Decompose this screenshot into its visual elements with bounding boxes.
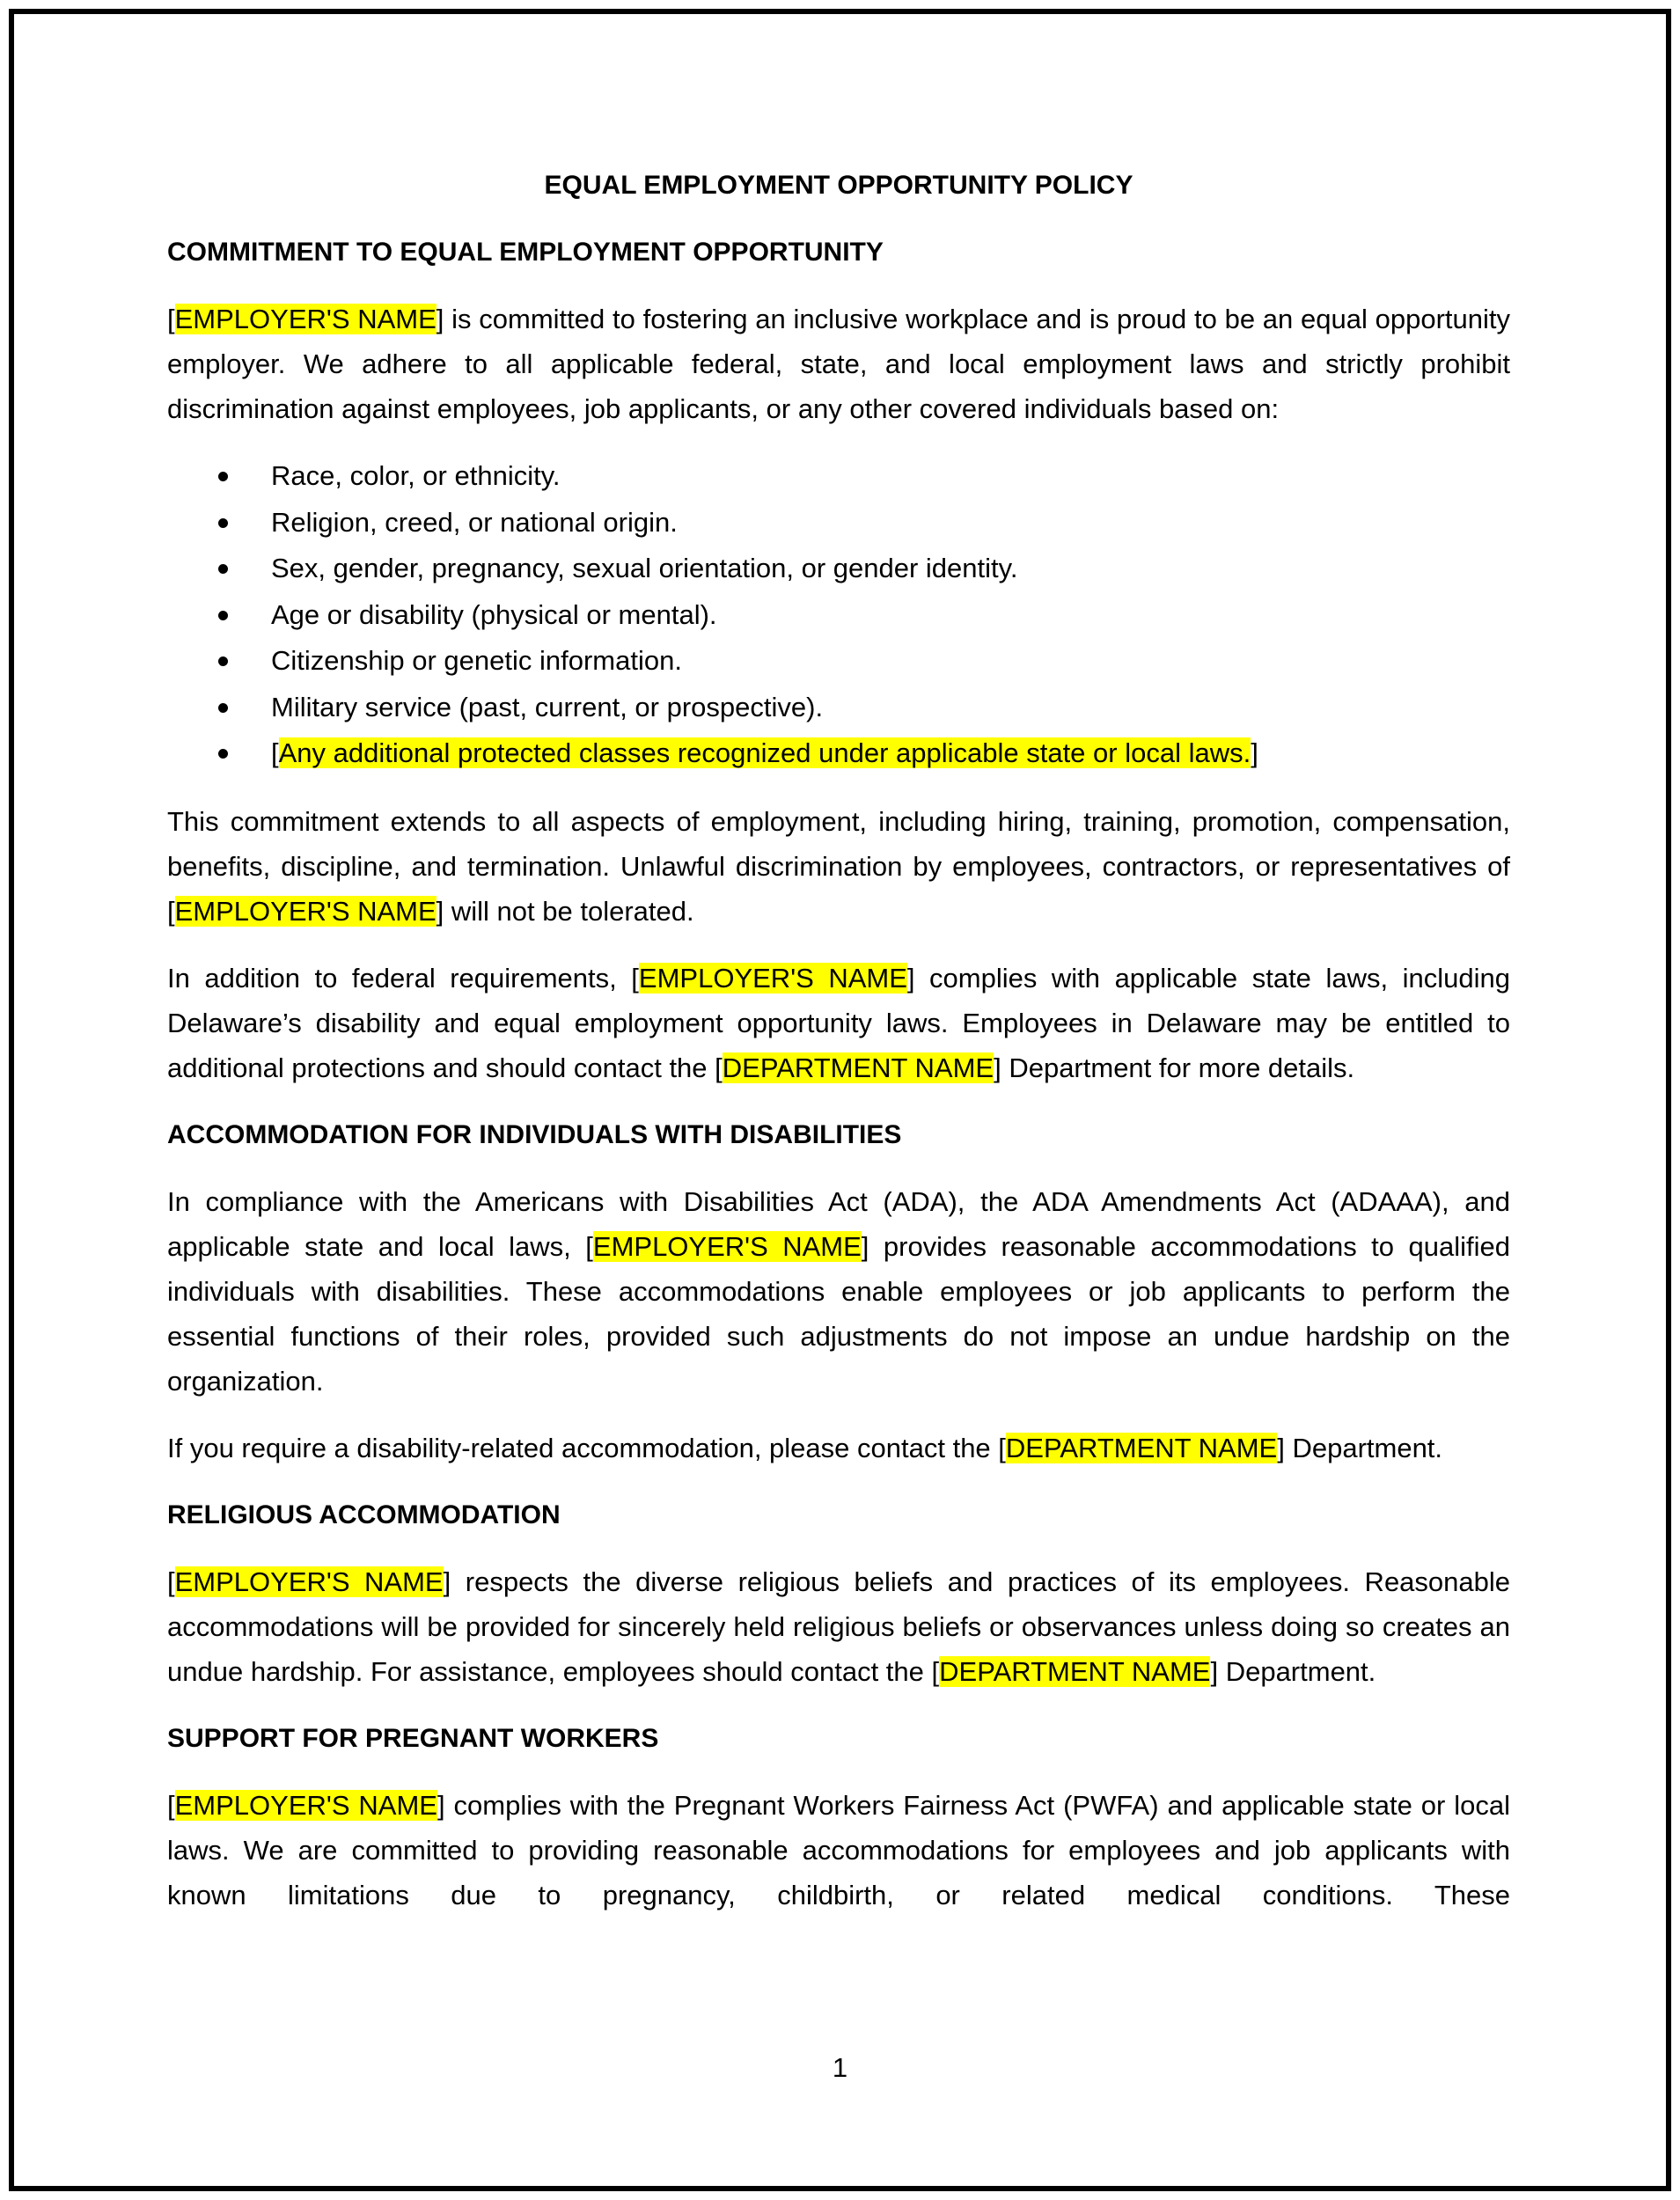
- page-number: 1: [832, 2052, 848, 2083]
- document-body: [167, 163, 1510, 1940]
- list-item-text: Race, color, or ethnicity.: [271, 460, 561, 491]
- bullet-icon: [218, 611, 228, 620]
- list-item: [167, 453, 1510, 500]
- employer-name-placeholder: EMPLOYER'S NAME: [174, 1789, 437, 1821]
- protected-classes-list: [167, 453, 1510, 777]
- paragraph-text: If you require a disability-related accommodation, please contact the [: [167, 1432, 1006, 1463]
- list-item: [167, 592, 1510, 639]
- employer-name-placeholder: EMPLOYER'S NAME: [638, 962, 907, 994]
- bullet-icon: [218, 472, 228, 481]
- document-title: EQUAL EMPLOYMENT OPPORTUNITY POLICY: [544, 171, 1133, 200]
- employer-name-placeholder: EMPLOYER'S NAME: [174, 895, 437, 927]
- paragraph-text-end: ] provides reasonable accommodations to qualified individuals with disabilities. These accommodations enable employees or job applicants to perform the essential functions of their roles, provided such adjustments do not impose an undue hardship on the organization.: [167, 1230, 1510, 1397]
- list-item-text: Military service (past, current, or prospective).: [271, 691, 824, 722]
- bullet-icon: [218, 703, 228, 713]
- heading-commitment: COMMITMENT TO EQUAL EMPLOYMENT OPPORTUNITY: [167, 238, 884, 267]
- heading-religious: RELIGIOUS ACCOMMODATION: [167, 1500, 561, 1529]
- paragraph-text: In compliance with the Americans with Disabilities Act (ADA), the ADA Amendments Act (ADAAA), and applicable state and local laws, [: [167, 1185, 1510, 1262]
- bracket-open: [: [271, 737, 279, 768]
- paragraph-text: This commitment extends to all aspects of employment, including hiring, training, promotion, compensation, benefits, discipline, and termination. Unlawful discrimination by employees, contractors, or representatives of [: [167, 805, 1510, 927]
- list-item: [167, 685, 1510, 731]
- bullet-icon: [218, 749, 228, 759]
- paragraph-text: ] complies with the Pregnant Workers Fairness Act (PWFA) and applicable state or local laws. We are committed to providing reasonable accommodations for employees and job applicants with known limitations due to pregnancy, childbirth, or related medical conditions. These: [167, 1789, 1510, 1910]
- list-item: [167, 500, 1510, 546]
- paragraph-text: ] is committed to fostering an inclusive workplace and is proud to be an equal opportunity employer. We adhere to all applicable federal, state, and local employment laws and strictly prohibit discrimination against employees, job applicants, or any other covered individuals based on:: [167, 304, 1510, 424]
- bullet-icon: [218, 518, 228, 528]
- bullet-icon: [218, 656, 228, 666]
- list-item-text: Citizenship or genetic information.: [271, 645, 682, 676]
- additional-classes-placeholder: Any additional protected classes recognized under applicable state or local laws.: [278, 737, 1251, 768]
- disabilities-paragraph-2: [167, 1426, 1510, 1470]
- list-item-text: Age or disability (physical or mental).: [271, 598, 717, 630]
- list-item: [167, 638, 1510, 685]
- commitment-paragraph-3: [167, 956, 1510, 1090]
- list-item: [167, 546, 1510, 592]
- department-name-placeholder: DEPARTMENT NAME: [939, 1655, 1211, 1687]
- paragraph-text-end: ] Department.: [1210, 1655, 1376, 1687]
- list-item-text: Religion, creed, or national origin.: [271, 506, 678, 538]
- religious-paragraph-1: [167, 1559, 1510, 1694]
- heading-disabilities: ACCOMMODATION FOR INDIVIDUALS WITH DISABILITIES: [167, 1119, 902, 1149]
- employer-name-placeholder: EMPLOYER'S NAME: [592, 1230, 862, 1262]
- bracket-open: [: [167, 1789, 175, 1821]
- list-item-text: Sex, gender, pregnancy, sexual orientation, or gender identity.: [271, 553, 1018, 583]
- disabilities-paragraph-1: [167, 1179, 1510, 1404]
- paragraph-text-end: ] Department.: [1277, 1432, 1443, 1463]
- employer-name-placeholder: EMPLOYER'S NAME: [174, 304, 437, 334]
- department-name-placeholder: DEPARTMENT NAME: [722, 1052, 994, 1083]
- bullet-icon: [218, 564, 228, 574]
- list-item-additional-classes: [167, 730, 1510, 777]
- paragraph-text-middle: ] complies with applicable state laws, including Delaware’s disability and equal employment opportunity laws. Employees in Delaware may be entitled to additional protections and should contact the [: [167, 962, 1510, 1083]
- paragraph-text-end: ] Department for more details.: [994, 1052, 1355, 1083]
- department-name-placeholder: DEPARTMENT NAME: [1005, 1432, 1278, 1463]
- employer-name-placeholder: EMPLOYER'S NAME: [174, 1566, 444, 1597]
- bracket-close: ]: [1251, 737, 1258, 768]
- commitment-paragraph-1: [167, 297, 1510, 431]
- pregnant-paragraph-1: [167, 1783, 1510, 1918]
- bracket-open: [: [167, 304, 175, 334]
- bracket-open: [: [167, 1566, 175, 1597]
- heading-pregnant-workers: SUPPORT FOR PREGNANT WORKERS: [167, 1723, 659, 1753]
- paragraph-text-middle: ] respects the diverse religious beliefs and practices of its employees. Reasonable accommodations will be provided for sincerely held religious beliefs or observances unless doing so creates an undue hardship. For assistance, employees should contact the [: [167, 1566, 1511, 1687]
- paragraph-text: In addition to federal requirements, [: [167, 962, 639, 994]
- commitment-paragraph-2: [167, 799, 1510, 934]
- paragraph-text-end: ] will not be tolerated.: [436, 895, 694, 927]
